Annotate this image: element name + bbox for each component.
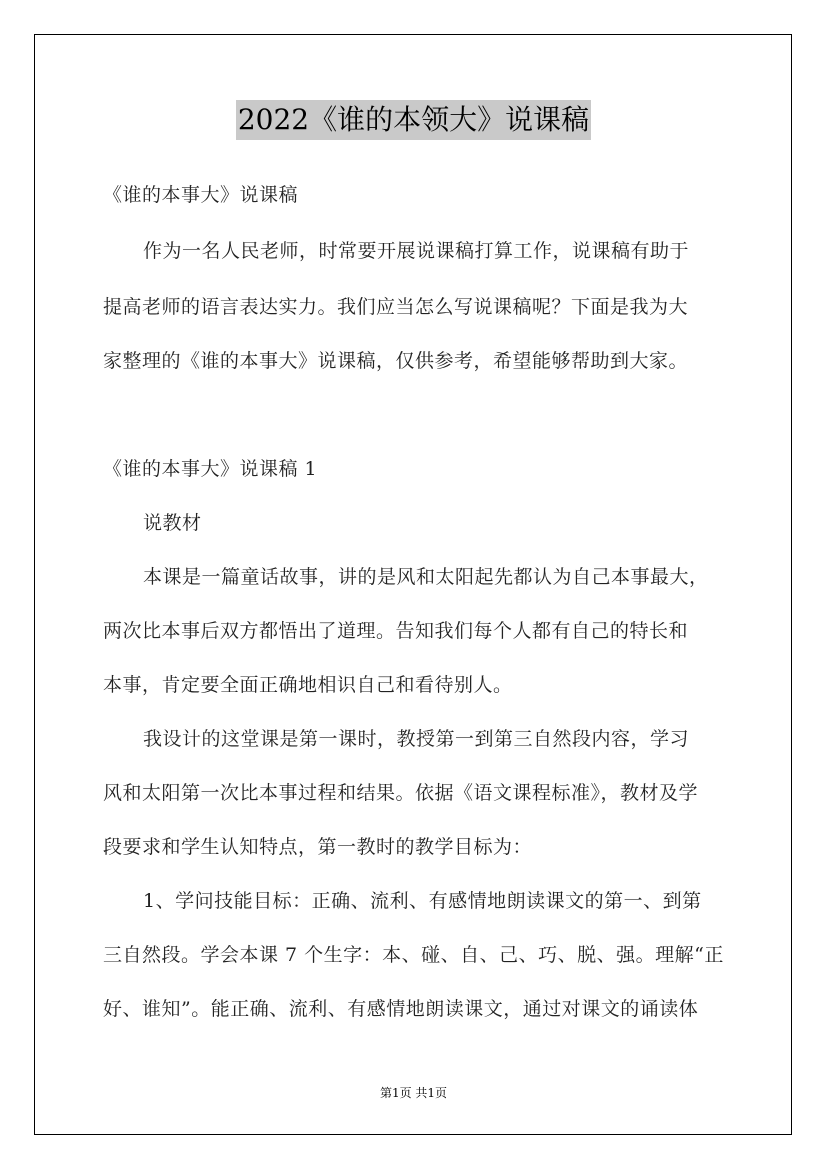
paragraph-line: 段要求和学生认知特点，第一教时的教学目标为： [103, 836, 533, 858]
section-heading: 《谁的本事大》说课稿 1 [103, 458, 318, 480]
paragraph-line: 两次比本事后双方都悟出了道理。告知我们每个人都有自己的特长和 [103, 620, 689, 642]
document-subtitle: 《谁的本事大》说课稿 [103, 184, 299, 206]
intro-line: 提高老师的语言表达实力。我们应当怎么写说课稿呢？下面是我为大 [103, 296, 689, 318]
paragraph-line: 本事，肯定要全面正确地相识自己和看待别人。 [103, 674, 513, 696]
intro-line: 作为一名人民老师，时常要开展说课稿打算工作，说课稿有助于 [143, 240, 690, 262]
subheading: 说教材 [143, 512, 202, 534]
intro-line: 家整理的《谁的本事大》说课稿，仅供参考，希望能够帮助到大家。 [103, 350, 689, 372]
paragraph-line: 风和太阳第一次比本事过程和结果。依据《语文课程标准》，教材及学 [103, 782, 699, 804]
paragraph-line: 三自然段。学会本课 7 个生字：本、碰、自、己、巧、脱、强。理解“正 [103, 944, 724, 966]
page-footer: 第1页 共1页 [379, 1086, 448, 1100]
document-title: 2022《谁的本领大》说课稿 [236, 100, 591, 140]
paragraph-line: 本课是一篇童话故事，讲的是风和太阳起先都认为自己本事最大， [143, 566, 709, 588]
paragraph-line: 1、学问技能目标：正确、流利、有感情地朗读课文的第一、到第 [143, 890, 702, 912]
title-container [0, 100, 827, 140]
paragraph-line: 我设计的这堂课是第一课时，教授第一到第三自然段内容，学习 [143, 728, 690, 750]
paragraph-line: 好、谁知”。能正确、流利、有感情地朗读课文，通过对课文的诵读体 [103, 998, 699, 1020]
